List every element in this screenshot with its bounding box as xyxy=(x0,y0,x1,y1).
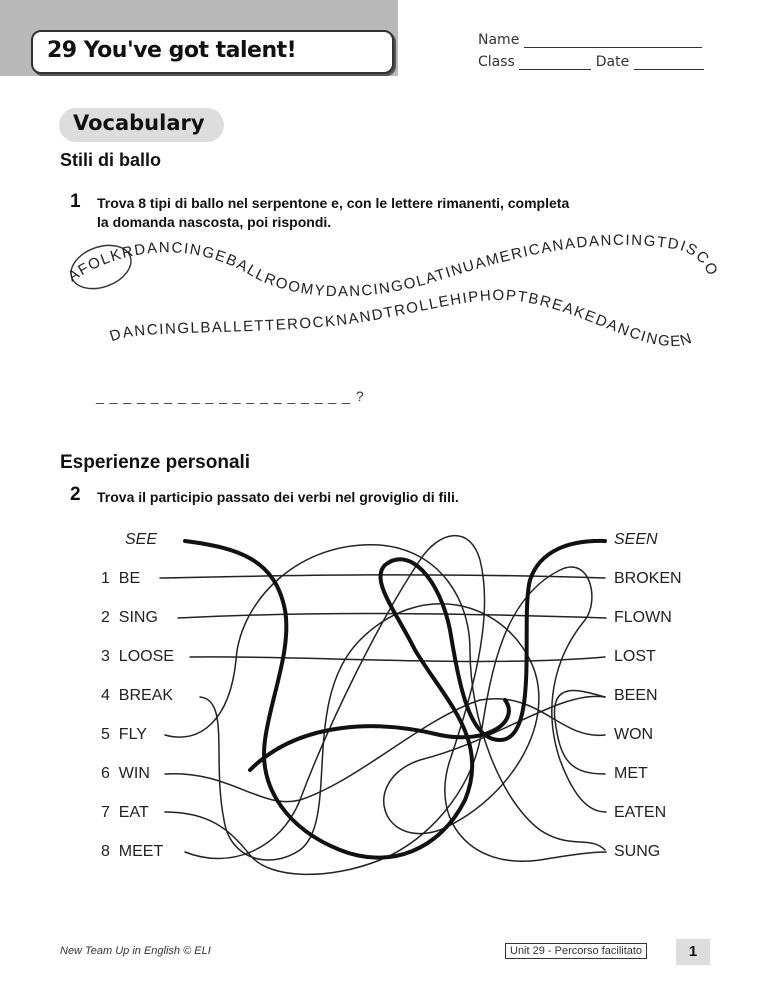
right-item: EATEN xyxy=(614,804,667,821)
footer-book-credit: New Team Up in English © ELI xyxy=(60,945,211,957)
footer-unit-label: Unit 29 - Percorso facilitato xyxy=(505,943,647,959)
page-title: 29 You've got talent! xyxy=(47,38,297,63)
right-item: SUNG xyxy=(614,843,661,860)
right-item: LOST xyxy=(614,648,656,665)
left-item-word: FLY xyxy=(118,726,147,743)
right-item: BROKEN xyxy=(614,570,682,587)
left-item-word: LOOSE xyxy=(118,648,174,665)
exercise2-instruction: Trova il participio passato dei verbi nel groviglio di fili. xyxy=(97,489,459,505)
wire-break xyxy=(200,604,605,860)
section1-heading: Stili di ballo xyxy=(60,150,162,170)
hidden-question-blanks: _ _ _ _ _ _ _ _ _ _ _ _ _ _ _ _ _ _ _ ? xyxy=(96,388,365,404)
wire-win xyxy=(165,699,605,802)
snake-row-1: AFOLKRDANCINGEBALLROOMYDANCINGOLATINUAMERICANADANCINGTDISCO xyxy=(64,231,722,301)
section2-heading: Esperienze personali xyxy=(60,452,251,473)
page-number: 1 xyxy=(676,939,710,965)
left-item-number: 3 xyxy=(101,648,110,665)
name-label: Name xyxy=(478,32,520,48)
left-item-word: BREAK xyxy=(118,687,174,704)
exercise1-number: 1 xyxy=(70,191,81,212)
example-wire-see-seen xyxy=(185,541,605,858)
exercise1-instruction-line1: Trova 8 tipi di ballo nel serpentone e, con le lettere rimanenti, completa xyxy=(97,195,570,211)
wire-meet xyxy=(185,536,606,862)
left-item-number: 5 xyxy=(101,726,110,743)
left-item-word: MEET xyxy=(118,843,164,860)
exercise1-instruction-line2: la domanda nascosta, poi rispondi. xyxy=(97,214,332,230)
left-item-number: 4 xyxy=(101,687,110,704)
left-item-word: EAT xyxy=(118,804,149,821)
left-item-number: 7 xyxy=(101,804,110,821)
left-item-number: 8 xyxy=(101,843,110,860)
wire-loose xyxy=(190,657,605,662)
left-item-number: 2 xyxy=(101,609,110,626)
snake-row-2: DANCINGLBALLETTEROCKNANDTROLLEHIPHOPTBREAKEDANCINGEN xyxy=(107,286,695,351)
right-item: MET xyxy=(614,765,648,782)
class-label: Class xyxy=(478,54,515,70)
exercise2-number: 2 xyxy=(70,484,81,505)
date-label: Date xyxy=(595,54,630,70)
vocabulary-label: Vocabulary xyxy=(73,111,205,135)
left-item-number: 6 xyxy=(101,765,110,782)
left-item-word: SING xyxy=(118,609,158,626)
left-item-number: 1 xyxy=(101,570,110,587)
left-item-word: BE xyxy=(118,570,141,587)
left-item-word: WIN xyxy=(118,765,150,782)
example-left-word: SEE xyxy=(125,531,158,548)
example-right-word: SEEN xyxy=(614,531,658,548)
right-item: FLOWN xyxy=(614,609,672,626)
right-item: WON xyxy=(614,726,654,743)
right-item: BEEN xyxy=(614,687,658,704)
